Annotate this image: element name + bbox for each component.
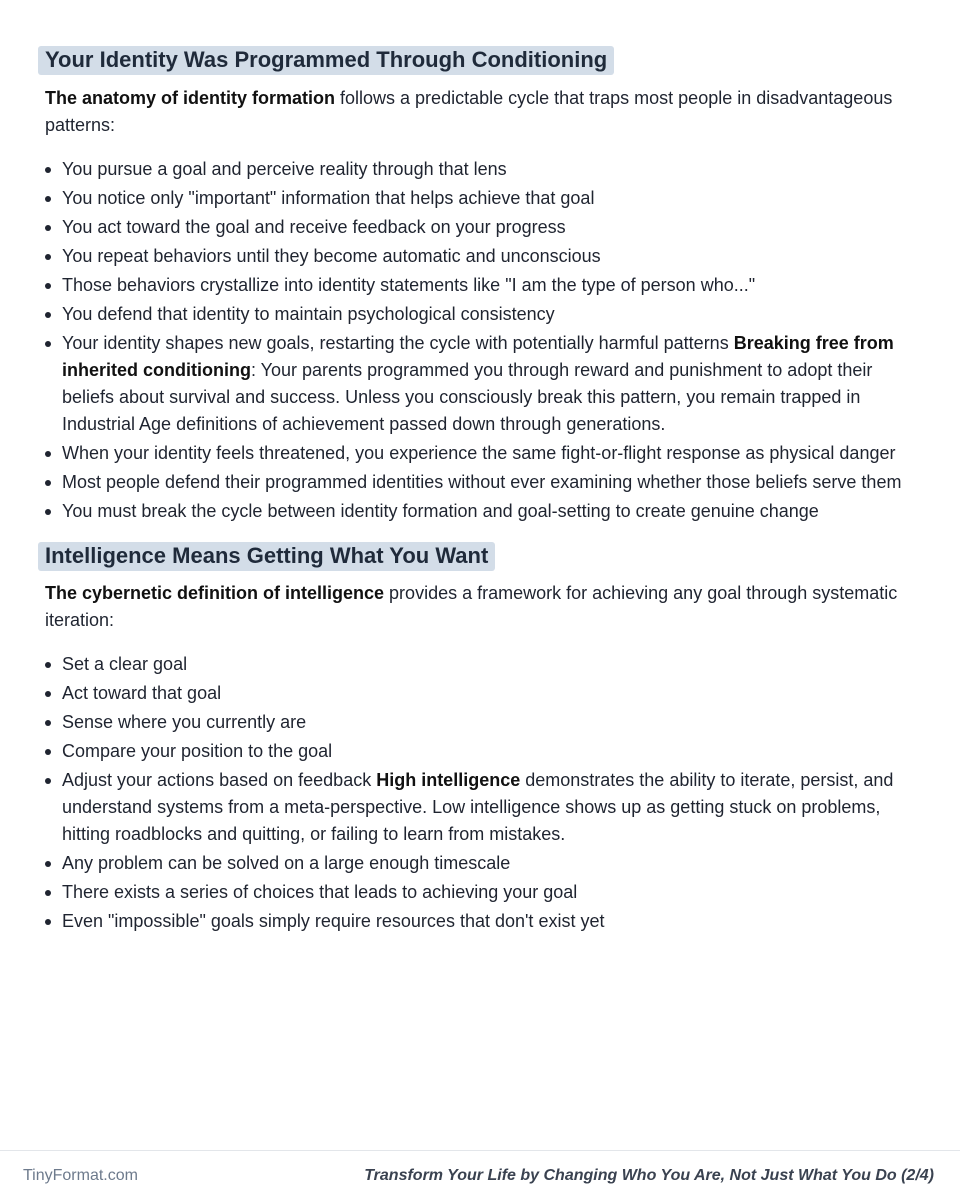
footer-site-name: TinyFormat.com (23, 1167, 138, 1184)
list-item: There exists a series of choices that leads to achieving your goal (0, 879, 920, 906)
inline-bold-term: Breaking free from inherited conditioning (62, 333, 894, 380)
list-item: You notice only "important" information that helps achieve that goal (0, 185, 920, 212)
list-item: You act toward the goal and receive feedback on your progress (0, 214, 920, 241)
intro-text: provides a framework for achieving any goal through systematic iteration: (45, 583, 898, 630)
list-item: Your identity shapes new goals, restarting the cycle with potentially harmful patterns Breaking free from inherited conditioning: Your parents programmed you through reward and punishment to adopt their beliefs about survival and success. Unless you consciously break this pattern, you remain trapped in Industrial Age definitions of achievement passed down through generations. (0, 330, 920, 438)
list-item: Those behaviors crystallize into identity statements like "I am the type of person who..." (0, 272, 920, 299)
intro-text: follows a predictable cycle that traps most people in disadvantageous patterns: (45, 88, 893, 135)
list-item: You repeat behaviors until they become automatic and unconscious (0, 243, 920, 270)
list-item: You must break the cycle between identity formation and goal-setting to create genuine change (0, 498, 920, 525)
list-item: Any problem can be solved on a large enough timescale (0, 850, 920, 877)
section-intro-identity (45, 85, 915, 139)
list-item: You defend that identity to maintain psychological consistency (0, 301, 920, 328)
list-item: Adjust your actions based on feedback High intelligence demonstrates the ability to iterate, persist, and understand systems from a meta-perspective. Low intelligence shows up as getting stuck on problems, hitting roadblocks and quitting, or failing to learn from mistakes. (0, 767, 920, 848)
section-intro-intelligence (45, 580, 915, 634)
list-item: You pursue a goal and perceive reality through that lens (0, 156, 920, 183)
list-item: Set a clear goal (0, 651, 920, 678)
section-heading-identity: Your Identity Was Programmed Through Conditioning (38, 46, 614, 75)
page-footer (0, 1150, 960, 1201)
bullet-list-identity-cycle (0, 156, 920, 527)
section-heading-intelligence: Intelligence Means Getting What You Want (38, 542, 495, 571)
inline-bold-term: High intelligence (376, 770, 521, 790)
list-item: When your identity feels threatened, you experience the same fight-or-flight response as physical danger (0, 440, 920, 467)
intro-bold-term: The cybernetic definition of intelligence (45, 583, 385, 603)
bullet-list-cybernetic-loop (0, 651, 920, 937)
list-item: Even "impossible" goals simply require resources that don't exist yet (0, 908, 920, 935)
list-item: Sense where you currently are (0, 709, 920, 736)
footer-book-title: Transform Your Life by Changing Who You Are, Not Just What You Do (2/4) (364, 1167, 934, 1184)
intro-bold-term: The anatomy of identity formation (45, 88, 336, 108)
list-item: Compare your position to the goal (0, 738, 920, 765)
list-item: Act toward that goal (0, 680, 920, 707)
list-item: Most people defend their programmed identities without ever examining whether those beliefs serve them (0, 469, 920, 496)
